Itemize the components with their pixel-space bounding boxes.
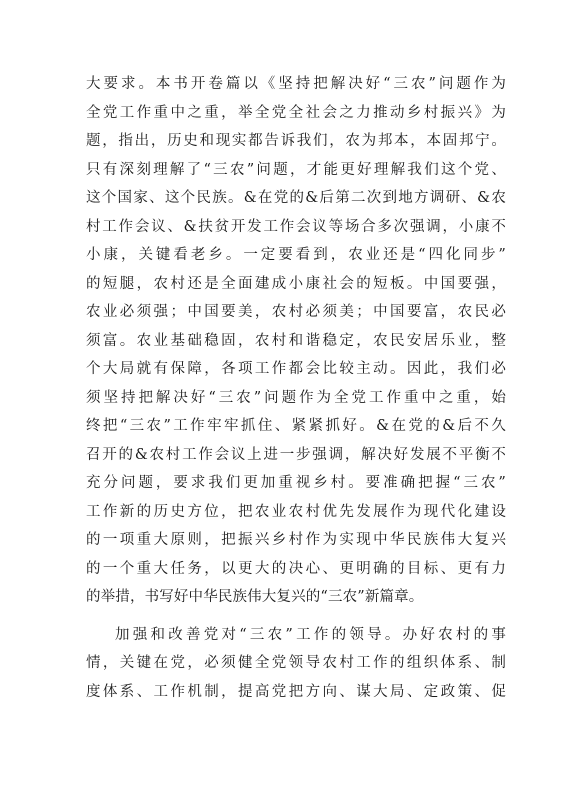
text-line: 个大局就有保障，各项工作都会比较主动。因此，我们必 [86, 361, 506, 377]
text-line: 召开的&农村工作会议上进一步强调，解决好发展不平衡不 [86, 446, 506, 463]
text-line: 全党工作重中之重，举全党全社会之力推动乡村振兴》为 [86, 104, 506, 121]
paragraph-2 [86, 621, 506, 707]
text-line: 的短腿，农村还是全面建成小康社会的短板。中国要强， [86, 275, 506, 292]
text-line: 小康，关键看老乡。一定要看到，农业还是“四化同步” [86, 247, 506, 263]
text-line: 的一项重大原则，把振兴乡村作为实现中华民族伟大复兴 [86, 532, 506, 548]
text-line: 终把“三农”工作牢牢抓住、紧紧抓好。&在党的&后不久 [86, 418, 506, 434]
text-line: 题，指出，历史和现实都告诉我们，农为邦本，本固邦宁。 [86, 133, 506, 149]
text-line: 须富。农业基础稳固，农村和谐稳定，农民安居乐业，整 [86, 332, 506, 349]
text-line: 大要求。本书开卷篇以《坚持把解决好“三农”问题作为 [86, 76, 506, 92]
text-line: 这个国家、这个民族。&在党的&后第二次到地方调研、&农 [86, 190, 506, 206]
body-text [86, 70, 506, 706]
text-line: 的一个重大任务，以更大的决心、更明确的目标、更有力 [86, 560, 506, 577]
text-line: 工作新的历史方位，把农业农村优先发展作为现代化建设 [86, 503, 506, 520]
text-line: 情，关键在党，必须健全党领导农村工作的组织体系、制 [86, 655, 506, 671]
paragraph-1 [86, 70, 506, 612]
text-line: 只有深刻理解了“三农”问题，才能更好理解我们这个党、 [86, 161, 506, 178]
text-line: 农业必须强；中国要美，农村必须美；中国要富，农民必 [86, 304, 506, 320]
text-line: 须坚持把解决好“三农”问题作为全党工作重中之重，始 [86, 389, 506, 406]
text-line: 村工作会议、&扶贫开发工作会议等场合多次强调，小康不 [86, 218, 506, 235]
text-line: 充分问题，要求我们更加重视乡村。要准确把握“三农” [86, 475, 506, 491]
paragraph-gap [86, 612, 506, 621]
text-line: 加强和改善党对“三农”工作的领导。办好农村的事 [115, 626, 506, 643]
text-line: 度体系、工作机制，提高党把方向、谋大局、定政策、促 [86, 683, 506, 700]
text-line: 的举措，书写好中华民族伟大复兴的“三农”新篇章。 [86, 589, 424, 605]
